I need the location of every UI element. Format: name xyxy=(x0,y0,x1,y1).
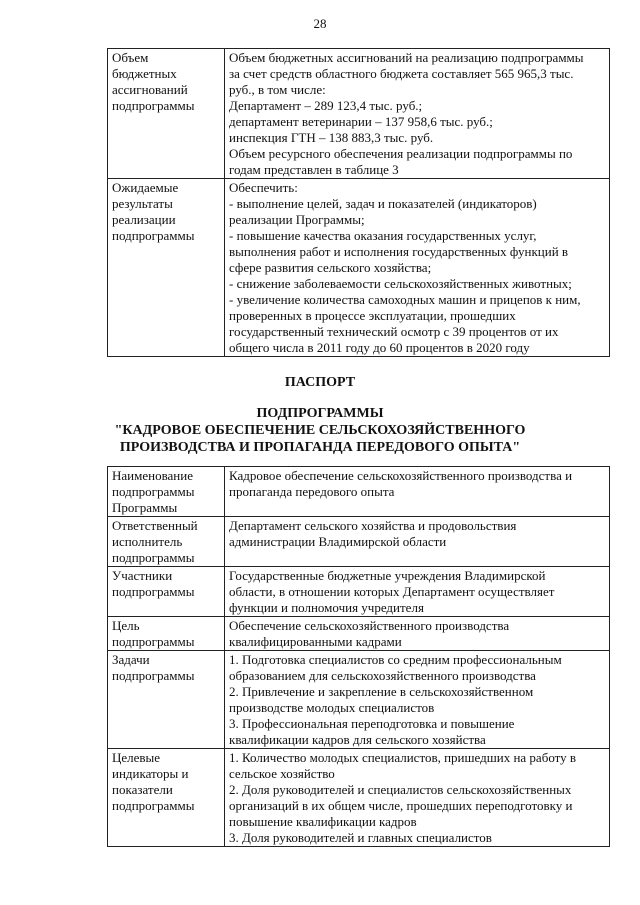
row-content-line: 1. Количество молодых специалистов, пришедших на работу в xyxy=(229,750,577,765)
table-row xyxy=(108,567,610,617)
row-label-line: Участники xyxy=(112,568,173,583)
row-label-cell xyxy=(108,749,225,847)
row-content-line: годам представлен в таблице 3 xyxy=(229,162,399,177)
row-content-line: Департамент – 289 123,4 тыс. руб.; xyxy=(229,98,423,113)
row-content-line: Обеспечить: xyxy=(229,180,298,195)
row-content-line: реализации Программы; xyxy=(229,212,365,227)
subprogram-passport-table xyxy=(107,466,610,847)
row-content-cell xyxy=(225,517,610,567)
page-number: 28 xyxy=(313,16,327,31)
row-label-cell xyxy=(108,517,225,567)
row-content-cell xyxy=(225,651,610,749)
row-content-line: - увеличение количества самоходных машин и прицепов к ним, xyxy=(229,292,581,307)
table-row xyxy=(108,617,610,651)
row-content-cell xyxy=(225,467,610,517)
row-label-line: показатели xyxy=(112,782,173,797)
table-row xyxy=(108,651,610,749)
row-label-line: Целевые xyxy=(112,750,161,765)
row-content-line: Обеспечение сельскохозяйственного производства xyxy=(229,618,510,633)
row-content-line: - повышение качества оказания государственных услуг, xyxy=(229,228,537,243)
row-label-line: подпрограммы xyxy=(112,584,195,599)
row-content-line: Департамент сельского хозяйства и продовольствия xyxy=(229,518,517,533)
row-content-line: 3. Профессиональная переподготовка и повышение xyxy=(229,716,515,731)
row-label-line: Объем xyxy=(112,50,149,65)
row-content-line: Объем бюджетных ассигнований на реализацию подпрограммы xyxy=(229,50,584,65)
row-content-line: Государственные бюджетные учреждения Владимирской xyxy=(229,568,546,583)
row-label-line: Задачи xyxy=(112,652,150,667)
row-content-line: повышение квалификации кадров xyxy=(229,814,417,829)
row-content-cell xyxy=(225,567,610,617)
row-label-cell xyxy=(108,467,225,517)
row-content-line: за счет средств областного бюджета составляет 565 965,3 тыс. xyxy=(229,66,574,81)
table-row xyxy=(108,749,610,847)
row-content-line: - снижение заболеваемости сельскохозяйственных животных; xyxy=(229,276,572,291)
row-content-line: выполнения работ и исполнения государственных функций в xyxy=(229,244,569,259)
row-content-line: государственный технический осмотр с 39 процентов от их xyxy=(229,324,559,339)
row-label-line: Наименование xyxy=(112,468,193,483)
row-label-line: бюджетных xyxy=(112,66,177,81)
row-label-cell xyxy=(108,49,225,179)
row-label-line: исполнитель xyxy=(112,534,183,549)
row-content-line: сельское хозяйство xyxy=(229,766,335,781)
row-label-cell xyxy=(108,617,225,651)
row-content-line: 2. Привлечение и закрепление в сельскохозяйственном xyxy=(229,684,534,699)
row-label-line: подпрограммы xyxy=(112,668,195,683)
row-content-cell xyxy=(225,749,610,847)
row-label-line: подпрограммы xyxy=(112,798,195,813)
table-row xyxy=(108,49,610,179)
row-content-line: руб., в том числе: xyxy=(229,82,326,97)
row-content-line: администрации Владимирской области xyxy=(229,534,447,549)
row-content-line: сфере развития сельского хозяйства; xyxy=(229,260,432,275)
row-content-line: 1. Подготовка специалистов со средним профессиональным xyxy=(229,652,562,667)
row-label-line: результаты xyxy=(112,196,173,211)
row-content-line: департамент ветеринарии – 137 958,6 тыс. руб.; xyxy=(229,114,493,129)
row-label-line: Ожидаемые xyxy=(112,180,179,195)
row-content-line: функции и полномочия учредителя xyxy=(229,600,424,615)
row-content-line: общего числа в 2011 году до 60 процентов в 2020 году xyxy=(229,340,530,355)
row-content-line: пропаганда передового опыта xyxy=(229,484,395,499)
row-content-line: проверенных в процессе эксплуатации, прошедших xyxy=(229,308,516,323)
row-content-line: - выполнение целей, задач и показателей (индикаторов) xyxy=(229,196,537,211)
row-content-line: инспекция ГТН – 138 883,3 тыс. руб. xyxy=(229,130,434,145)
row-content-line: квалификации кадров для сельского хозяйства xyxy=(229,732,486,747)
row-label-line: индикаторы и xyxy=(112,766,189,781)
subprogram-heading-line: "КАДРОВОЕ ОБЕСПЕЧЕНИЕ СЕЛЬСКОХОЗЯЙСТВЕННОГО xyxy=(114,423,526,438)
row-label-cell xyxy=(108,179,225,357)
row-label-line: подпрограммы xyxy=(112,98,195,113)
budget-results-table xyxy=(107,48,610,357)
row-label-cell xyxy=(108,567,225,617)
row-content-line: образованием для сельскохозяйственного производства xyxy=(229,668,536,683)
row-content-line: 3. Доля руководителей и главных специалистов xyxy=(229,830,492,845)
row-content-line: организаций в их общем числе, прошедших переподготовку и xyxy=(229,798,573,813)
row-content-line: области, в отношении которых Департамент осуществляет xyxy=(229,584,555,599)
row-label-cell xyxy=(108,651,225,749)
row-content-line: Объем ресурсного обеспечения реализации подпрограммы по xyxy=(229,146,573,161)
row-label-line: подпрограммы xyxy=(112,634,195,649)
passport-heading: ПАСПОРТ xyxy=(284,375,356,390)
row-label-line: реализации xyxy=(112,212,176,227)
row-label-line: подпрограммы xyxy=(112,550,195,565)
row-content-line: производстве молодых специалистов xyxy=(229,700,435,715)
row-content-line: 2. Доля руководителей и специалистов сельскохозяйственных xyxy=(229,782,572,797)
table-row xyxy=(108,467,610,517)
row-label-line: Программы xyxy=(112,500,178,515)
row-content-cell xyxy=(225,179,610,357)
subprogram-heading-line: ПОДПРОГРАММЫ xyxy=(256,406,384,421)
row-label-line: ассигнований xyxy=(112,82,188,97)
table-row xyxy=(108,517,610,567)
row-label-line: подпрограммы xyxy=(112,484,195,499)
row-content-cell xyxy=(225,49,610,179)
row-label-line: Ответственный xyxy=(112,518,198,533)
subprogram-heading-line: ПРОИЗВОДСТВА И ПРОПАГАНДА ПЕРЕДОВОГО ОПЫТА" xyxy=(119,440,521,455)
table-row xyxy=(108,179,610,357)
row-content-cell xyxy=(225,617,610,651)
row-content-line: квалифицированными кадрами xyxy=(229,634,402,649)
row-label-line: подпрограммы xyxy=(112,228,195,243)
subprogram-heading xyxy=(0,405,640,456)
row-content-line: Кадровое обеспечение сельскохозяйственного производства и xyxy=(229,468,573,483)
row-label-line: Цель xyxy=(112,618,140,633)
